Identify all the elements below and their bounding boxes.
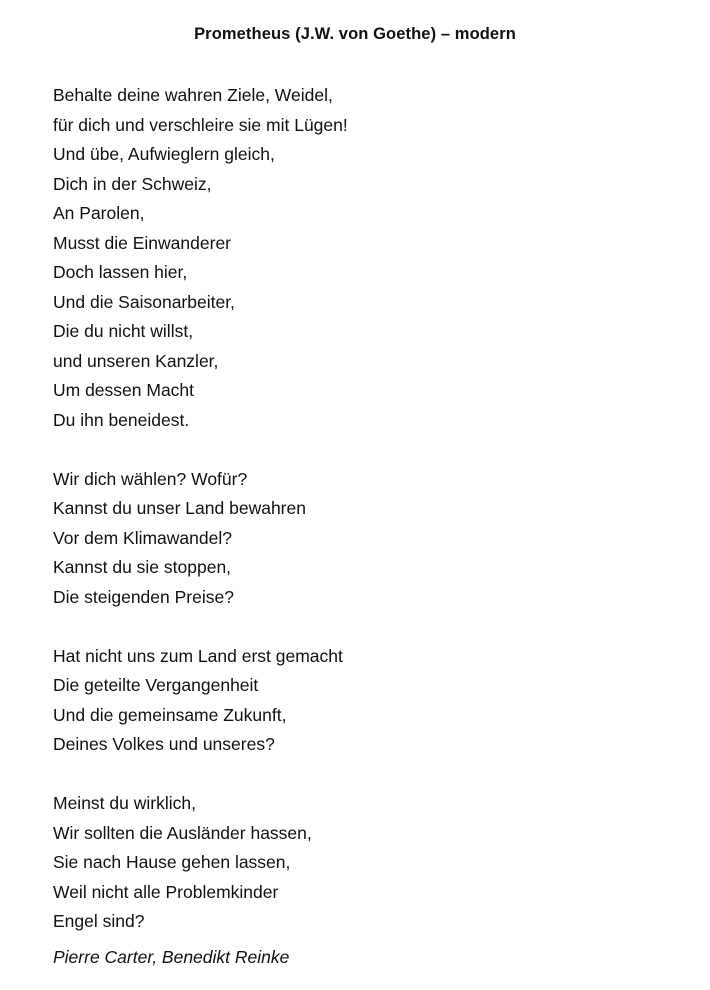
poem-line: Weil nicht alle Problemkinder <box>53 881 279 902</box>
poem-body <box>53 81 673 972</box>
poem-line: Behalte deine wahren Ziele, Weidel, <box>53 85 333 105</box>
poem-line: Meinst du wirklich, <box>53 793 196 813</box>
poem-line: Kannst du unser Land bewahren <box>53 498 306 518</box>
poem-line: Kannst du sie stoppen, <box>53 557 232 577</box>
poem-line: Und die gemeinsame Zukunft, <box>53 704 287 725</box>
poem-line: Vor dem Klimawandel? <box>53 527 232 548</box>
poem-line: und unseren Kanzler, <box>53 350 219 371</box>
stanza-1 <box>53 81 673 435</box>
stanza-3 <box>53 642 673 760</box>
poem-line: Dich in der Schweiz, <box>53 173 212 194</box>
poem-line: Musst die Einwanderer <box>53 232 231 253</box>
poem-line: Doch lassen hier, <box>53 262 188 282</box>
poem-line: für dich und verschleire sie mit Lügen! <box>53 114 348 135</box>
poem-line: Engel sind? <box>53 911 145 931</box>
poem-line: An Parolen, <box>53 203 145 223</box>
document-title: Prometheus (J.W. von Goethe) – modern <box>194 25 516 43</box>
poem-line: Sie nach Hause gehen lassen, <box>53 852 291 872</box>
poem-line: Und die Saisonarbeiter, <box>53 291 235 312</box>
stanza-2 <box>53 465 673 613</box>
poem-line: Die du nicht willst, <box>53 321 194 341</box>
poem-line: Wir sollten die Ausländer hassen, <box>53 822 312 843</box>
poem-line: Die geteilte Vergangenheit <box>53 675 259 695</box>
poem-line: Hat nicht uns zum Land erst gemacht <box>53 645 343 666</box>
poem-line: Wir dich wählen? Wofür? <box>53 468 248 489</box>
poem-line: Deines Volkes und unseres? <box>53 734 275 754</box>
poem-line: Und übe, Aufwieglern gleich, <box>53 144 275 164</box>
poem-line: Die steigenden Preise? <box>53 586 234 607</box>
poem-line: Du ihn beneidest. <box>53 409 190 430</box>
stanza-4 <box>53 789 673 937</box>
poem-line: Um dessen Macht <box>53 380 195 400</box>
author-credit: Pierre Carter, Benedikt Reinke <box>53 946 290 967</box>
